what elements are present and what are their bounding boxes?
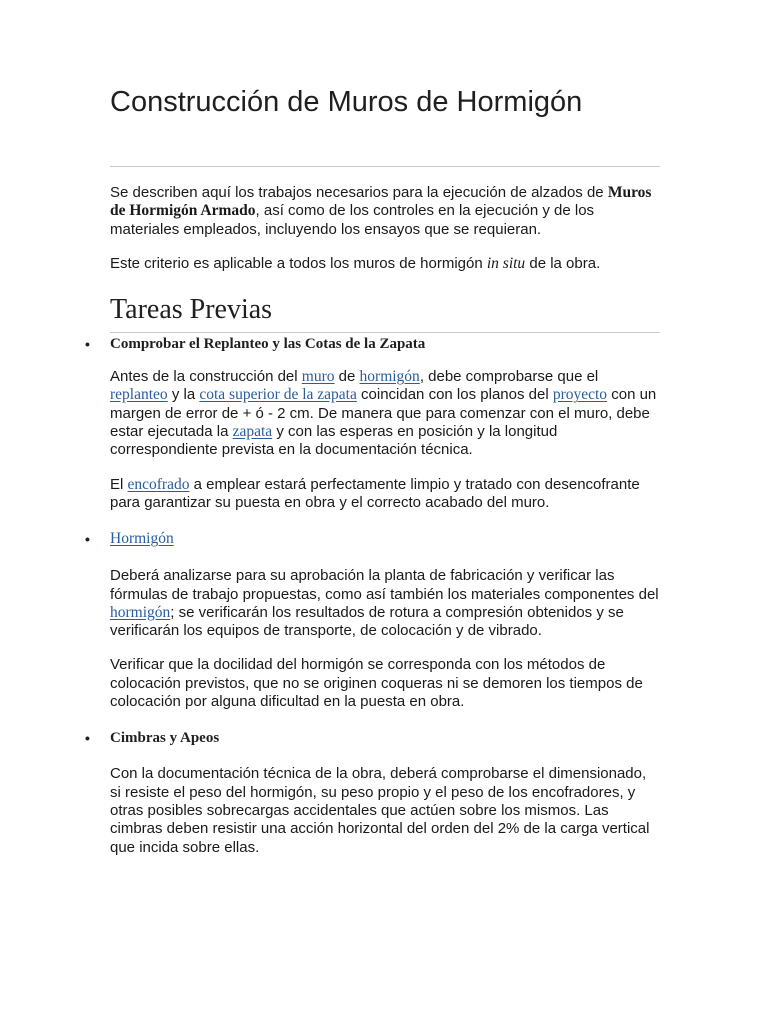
bullet-heading-cimbras — [85, 729, 660, 747]
page-title: Construcción de Muros de Hormigón — [110, 86, 583, 118]
para-text: coincidan con los planos del — [356, 386, 553, 404]
para-text: , debe comprobarse que el — [419, 368, 599, 386]
document-content — [85, 84, 660, 857]
scope-text: Este criterio es aplicable a todos los muros de hormigón — [110, 254, 487, 272]
link-hormigon[interactable]: hormigón — [359, 368, 420, 386]
para-text: y la — [167, 386, 200, 404]
bullet-heading-replanteo — [85, 335, 660, 353]
section-heading: Tareas Previas — [110, 294, 273, 326]
cimbras-paragraph: Con la documentación técnica de la obra, deberá comprobarse el dimensionado, si resiste el peso del hormigón, su peso propio y el peso de los encofradores, y otras posibles sobrecargas accidentales que actúen sobre los mismos. Las cimbras deben resistir una acción horizontal del orden del 2% de la carga vertical que incida sobre ellas. — [110, 765, 650, 856]
link-proyecto[interactable]: proyecto — [552, 386, 608, 404]
intro-text: , así como de los controles en la ejecución y de los materiales empleados, incluyendo los ensayos que se requieran. — [110, 202, 595, 238]
para-text: ; se verificarán los resultados de rotura a compresión obtenidos y se verificarán los equipos de transporte, de colocación y de vibrado. — [110, 603, 624, 640]
bullet-heading-text: Comprobar el Replanteo y las Cotas de la Zapata — [110, 336, 426, 353]
link-replanteo[interactable]: replanteo — [110, 386, 168, 404]
para-text: El — [110, 475, 128, 493]
bullet-heading-text: Cimbras y Apeos — [110, 730, 220, 747]
scope-text: de la obra. — [525, 254, 601, 272]
para-text: Antes de la construcción del — [110, 368, 302, 386]
intro-bold-term: Muros de Hormigón Armado — [110, 184, 652, 220]
replanteo-paragraph — [110, 368, 660, 459]
bullet-icon: • — [85, 531, 90, 548]
bullet-icon: • — [85, 730, 90, 747]
intro-text: Se describen aquí los trabajos necesarios para la ejecución de alzados de — [110, 184, 608, 201]
link-zapata[interactable]: zapata — [232, 423, 273, 441]
para-text: Deberá analizarse para su aprobación la planta de fabricación y verificar las fórmulas de trabajo propuestas, como así también los materiales componentes del — [110, 567, 659, 603]
link-encofrado[interactable]: encofrado — [127, 475, 190, 493]
para-text: a emplear estará perfectamente limpio y tratado con desencofrante para garantizar su puesta en obra y el correcto acabado del muro. — [110, 475, 640, 511]
bullet-heading-hormigon — [85, 530, 660, 548]
link-muro[interactable]: muro — [301, 368, 335, 386]
docilidad-paragraph: Verificar que la docilidad del hormigón se corresponda con los métodos de colocación previstos, que no se originen coqueras ni se demoren los tiempos de colocación por alguna dificultad en la puesta en obra. — [110, 656, 643, 711]
para-text: de — [334, 368, 360, 386]
intro-paragraph — [110, 184, 660, 239]
title-divider — [110, 166, 660, 167]
hormigon-paragraph — [110, 567, 660, 640]
scope-paragraph — [110, 255, 660, 273]
bullet-icon: • — [85, 336, 90, 353]
encofrado-paragraph — [110, 476, 660, 513]
para-text: con un margen de error de + ó - 2 cm. De manera que para comenzar con el muro, debe estar ejecutada la — [110, 386, 657, 441]
link-cota-superior-zapata[interactable]: cota superior de la zapata — [199, 386, 357, 404]
section-divider — [110, 332, 660, 333]
link-hormigon-heading[interactable]: Hormigón — [110, 530, 174, 548]
para-text: y con las esperas en posición y la longitud correspondiente prevista en la documentación técnica. — [110, 423, 558, 459]
scope-italic-term: in situ — [486, 254, 526, 272]
link-hormigon-componentes[interactable]: hormigón — [110, 603, 171, 621]
